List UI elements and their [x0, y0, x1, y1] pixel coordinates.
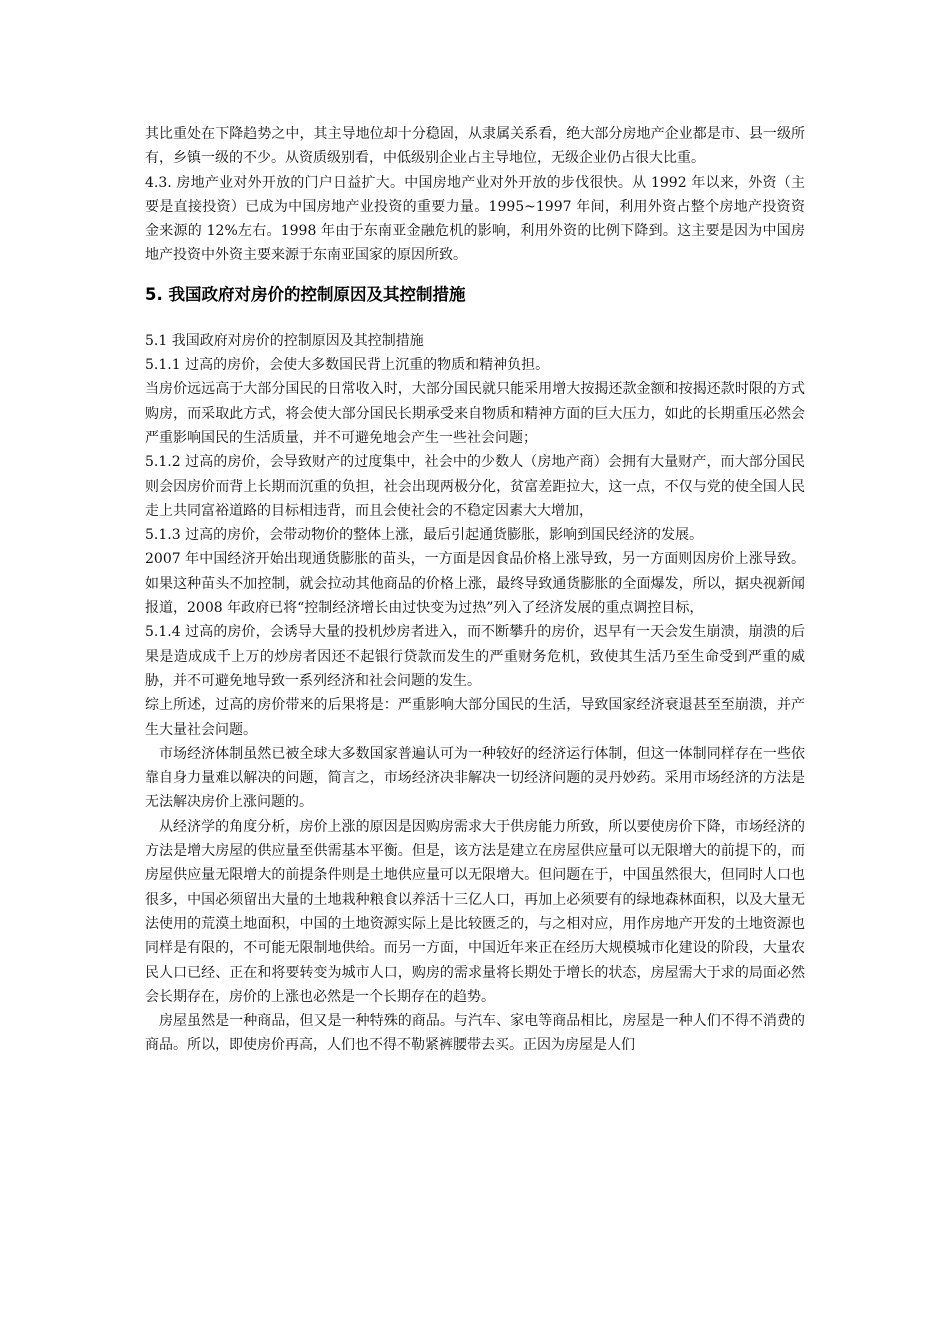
body-paragraph: 从经济学的角度分析，房价上涨的原因是因购房需求大于供房能力所致，所以要使房价下降，市场经济的方法是增大房屋的供应量至供需基本平衡。但是，该方法是建立在房屋供应量可以无限增大的前提下的，而房屋供应量无限增大的前提条件则是土地供应量可以无限增大。但问题在于，中国虽然很大，但同时人口也很多，中国必须留出大量的土地栽种粮食以养活十三亿人口，再加上必须要有的绿地森林面积，以及大量无法使用的荒漠土地面积，中国的土地资源实际上是比较匮乏的，与之相对应，用作房地产开发的土地资源也同样是有限的，不可能无限制地供给。而另一方面，中国近年来正在经历大规模城市化建设的阶段，大量农民人口已经、正在和将要转变为城市人口，购房的需求量将长期处于增长的状态，房屋需大于求的局面必然会长期存在，房价的上涨也必然是一个长期存在的趋势。: [145, 818, 805, 1005]
body-paragraph: 5.1.2 过高的房价，会导致财产的过度集中，社会中的少数人（房地产商）会拥有大量财产，而大部分国民则会因房价而背上长期而沉重的负担，社会出现两极分化，贫富差距拉大，这一点，不仅与党的使全国人民走上共同富裕道路的目标相违背，而且会使社会的不稳定因素大大增加，: [145, 454, 805, 519]
body-paragraph: 5.1.1 过高的房价，会使大多数国民背上沉重的物质和精神负担。: [145, 357, 550, 374]
body-paragraph: 市场经济体制虽然已被全球大多数国家普遍认可为一种较好的经济运行体制，但这一体制同样存在一些依靠自身力量难以解决的问题，简言之，市场经济决非解决一切经济问题的灵丹妙药。采用市场经济的方法是无法解决房价上涨问题的。: [145, 745, 805, 811]
body-paragraph: 其比重处在下降趋势之中，其主导地位却十分稳固，从隶属关系看，绝大部分房地产企业都是市、县一级所有，乡镇一级的不少。从资质级别看，中低级别企业占主导地位，无级企业仍占很大比重。: [145, 126, 805, 167]
body-paragraph: 4.3. 房地产业对外开放的门户日益扩大。中国房地产业对外开放的步伐很快。从 1992 年以来，外资（主要是直接投资）已成为中国房地产业投资的重要力量。1995~1997 年间，利用外资占整个房地产投资资金来源的 12%左右。1998 年由于东南亚金融危机的影响，利用外资的比例下降到。这主要是因为中国房地产投资中外资主要来源于东南亚国家的原因所致。: [145, 174, 805, 264]
body-paragraph: 2007 年中国经济开始出现通货膨胀的苗头，一方面是因食品价格上涨导致，另一方面则因房价上涨导致。如果这种苗头不加控制，就会拉动其他商品的价格上涨，最终导致通货膨胀的全面爆发，所以，据央视新闻报道，2008 年政府已将“控制经济增长由过快变为过热”列入了经济发展的重点调控目标，: [145, 551, 805, 617]
section-heading: 5. 我国政府对房价的控制原因及其控制措施: [145, 284, 466, 304]
document-page: [145, 122, 805, 1058]
body-paragraph: 综上所述，过高的房价带来的后果将是：严重影响大部分国民的生活，导致国家经济衰退甚至至崩溃，并产生大量社会问题。: [145, 697, 805, 738]
body-paragraph: 房屋虽然是一种商品，但又是一种特殊的商品。与汽车、家电等商品相比，房屋是一种人们不得不消费的商品。所以，即使房价再高，人们也不得不勒紧裤腰带去买。正因为房屋是人们: [145, 1013, 805, 1054]
section-body: [145, 329, 805, 1058]
body-paragraph: 5.1.3 过高的房价，会带动物价的整体上涨，最后引起通货膨胀，影响到国民经济的发展。: [145, 527, 704, 544]
body-paragraph: 当房价远远高于大部分国民的日常收入时，大部分国民就只能采用增大按揭还款金额和按揭还款时限的方式购房，而采取此方式，将会使大部分国民长期承受来自物质和精神方面的巨大压力，如此的长期重压必然会严重影响国民的生活质量，并不可避免地会产生一些社会问题；: [145, 381, 805, 446]
body-paragraph: 5.1 我国政府对房价的控制原因及其控制措施: [145, 332, 424, 349]
body-paragraph: 5.1.4 过高的房价，会诱导大量的投机炒房者进入，而不断攀升的房价，迟早有一天会发生崩溃，崩溃的后果是造成成千上万的炒房者因还不起银行贷款而发生的严重财务危机，致使其生活乃至生命受到严重的威胁，并不可避免地导致一系列经济和社会问题的发生。: [145, 624, 805, 689]
